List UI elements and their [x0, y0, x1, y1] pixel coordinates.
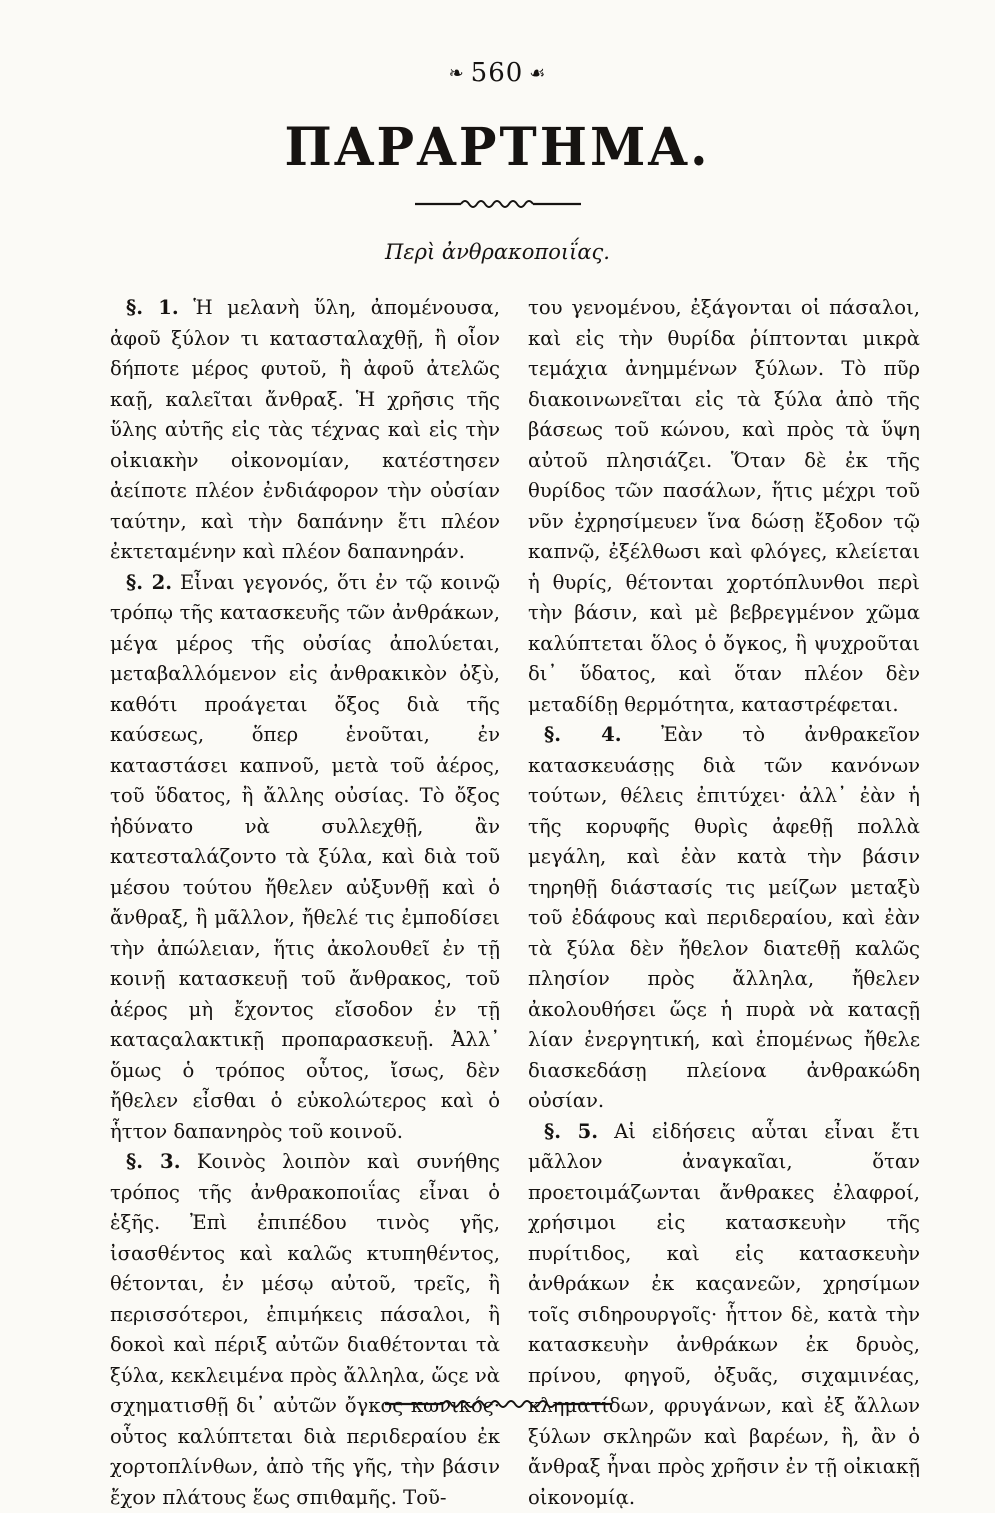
- paragraph: [528, 1117, 920, 1513]
- page-number: [0, 58, 995, 88]
- paragraph-text: Εἶναι γεγονός, ὅτι ἐν τῷ κοινῷ τρόπῳ τῆς κατασκευῆς τῶν ἀνθράκων, μέγα μέρος τῆς οὐσίας ἀπολύεται, μεταβαλλόμενον εἰς ἀνθρακικὸν ὀξὺ, καθότι προάγεται ὄξος διὰ τῆς καύσεως, ὅπερ ἑνοῦται, ἐν καταστάσει καπνοῦ, μετὰ τοῦ ἀέρος, τοῦ ὕδατος, ἢ ἄλλης οὐσίας. Τὸ ὄξος ἠδύνατο νὰ συλλεχθῇ, ἂν κατεσταλάζοντο τὰ ξύλα, καὶ διὰ τοῦ μέσου τούτου ἤθελεν αὐξυνθῇ καὶ ὁ ἄνθραξ, ἢ μᾶλλον, ἤθελέ τις ἐμποδίσει τὴν ἀπώλειαν, ἥτις ἀκολουθεῖ ἐν τῇ κοινῇ κατασκευῇ τοῦ ἄνθρακος, τοῦ ἀέρος μὴ ἔχοντος εἴσοδον ἐν τῇ καταςαλακτικῇ προπαρασκευῇ. Ἀλλ᾽ ὅμως ὁ τρόπος οὗτος, ἴσως, δὲν ἤθελεν εἶσθαι ὁ εὐκολώτερος καὶ ὁ ἧττον δαπανηρὸς τοῦ κοινοῦ.: [110, 571, 500, 1143]
- ornamental-rule-icon: [383, 1397, 613, 1411]
- section-number: §. 1.: [126, 296, 179, 319]
- title-ornamental-rule: [0, 196, 995, 215]
- paragraph: [528, 293, 920, 720]
- paragraph-text: Ἐὰν τὸ ἀνθρακεῖον κατασκευάσῃς διὰ τῶν κανόνων τούτων, θέλεις ἐπιτύχει· ἀλλ᾽ ἐὰν ἡ τῆς κορυφῆς θυρὶς ἀφεθῇ πολλὰ μεγάλη, καὶ ἐὰν κατὰ τὴν βάσιν τηρηθῇ διάστασίς τις μείζων μεταξὺ τοῦ ἐδάφους καὶ περιδεραίου, καὶ ἐὰν τὰ ξύλα δὲν ἤθελον διατεθῇ καλῶς πλησίον πρὸς ἄλληλα, ἤθελεν ἀκολουθήσει ὥςε ἡ πυρὰ νὰ καταςῇ λίαν ἐνεργητική, καὶ ἐπομένως ἤθελε διασκεδάσῃ πλείονα ἀνθρακώδη οὐσίαν.: [528, 723, 920, 1112]
- paragraph: [110, 293, 500, 568]
- paragraph-text: Ἡ μελανὴ ὕλη, ἀπομένουσα, ἀφοῦ ξύλον τι κατασταλαχθῇ, ἢ οἷον δήποτε μέρος φυτοῦ, ἢ ἀφοῦ ἀτελῶς καῇ, καλεῖται ἄνθραξ. Ἡ χρῆσις τῆς ὕλης αὐτῆς εἰς τὰς τέχνας καὶ εἰς τὴν οἰκιακὴν οἰκονομίαν, κατέστησεν ἀείποτε πλέον ἐνδιάφορον τὴν οὐσίαν ταύτην, καὶ τὴν δαπάνην ἔτι πλέον ἐκτεταμένην καὶ πλέον δαπανηράν.: [110, 296, 500, 563]
- paragraph: [110, 568, 500, 1148]
- paragraph: [110, 1147, 500, 1513]
- section-number: §. 5.: [544, 1120, 598, 1143]
- left-ornament-icon: ❧: [449, 63, 465, 84]
- section-number: §. 4.: [544, 723, 622, 746]
- paragraph-text: Αἱ εἰδήσεις αὗται εἶναι ἔτι μᾶλλον ἀναγκαῖαι, ὅταν προετοιμάζωνται ἄνθρακες ἐλαφροί, χρήσιμοι εἰς κατασκευὴν τῆς πυρίτιδος, καὶ εἰς κατασκευὴν ἀνθράκων ἐκ καςανεῶν, χρησίμων τοῖς σιδηρουργοῖς· ἧττον δὲ, κατὰ τὴν κατασκευὴν ἀνθράκων ἐκ δρυὸς, πρίνου, φηγοῦ, ὀξυᾶς, σιχαμινέας, κληματίδων, φρυγάνων, καὶ ἐξ ἄλλων ξύλων σκληρῶν καὶ βαρέων, ἢ, ἂν ὁ ἄνθραξ ἦναι πρὸς χρῆσιν ἐν τῇ οἰκιακῇ οἰκονομίᾳ.: [528, 1120, 920, 1509]
- paragraph: [528, 720, 920, 1117]
- section-number: §. 2.: [126, 571, 172, 594]
- end-ornamental-rule: [0, 1396, 995, 1415]
- page-title: ΠΑΡΑΡΤΗΜΑ.: [0, 121, 995, 174]
- left-column: [110, 293, 500, 1513]
- ornamental-rule-icon: [413, 197, 583, 211]
- section-subtitle: Περὶ ἀνθρακοποιΐας.: [0, 240, 995, 264]
- paragraph-text: του γενομένου, ἐξάγονται οἱ πάσαλοι, καὶ εἰς τὴν θυρίδα ῥίπτονται μικρὰ τεμάχια ἀνημμένων ξύλων. Τὸ πῦρ διακοινωνεῖται εἰς τὰ ξύλα ἀπὸ τῆς βάσεως τοῦ κώνου, καὶ πρὸς τὰ ὕψη αὐτοῦ πλησιάζει. Ὅταν δὲ ἐκ τῆς θυρίδος τῶν πασάλων, ἥτις μέχρι τοῦ νῦν ἐχρησίμευεν ἵνα δώσῃ ἔξοδον τῷ καπνῷ, ἐξέλθωσι καὶ φλόγες, κλείεται ἡ θυρίς, θέτονται χορτόπλυνθοι περὶ τὴν βάσιν, καὶ μὲ βεβρεγμένον χῶμα καλύπτεται ὅλος ὁ ὄγκος, ἢ ψυχροῦται δι᾽ ὕδατος, καὶ ὅταν πλέον δὲν μεταδίδῃ θερμότητα, καταστρέφεται.: [528, 296, 920, 716]
- page-number-text: 560: [471, 58, 524, 88]
- paragraph-text: Κοινὸς λοιπὸν καὶ συνήθης τρόπος τῆς ἀνθρακοποιΐας εἶναι ὁ ἑξῆς. Ἐπὶ ἐπιπέδου τινὸς γῆς, ἰσασθέντος καὶ καλῶς κτυπηθέντος, θέτονται, ἐν μέσῳ αὐτοῦ, τρεῖς, ἢ περισσότεροι, ἐπιμήκεις πάσαλοι, ἢ δοκοὶ καὶ πέριξ αὐτῶν διαθέτονται τὰ ξύλα, κεκλειμένα πρὸς ἄλληλα, ὥςε νὰ σχηματισθῇ δι᾽ αὐτῶν ὄγκος κωνικός· οὗτος καλύπτεται διὰ περιδεραίου ἐκ χορτοπλίνθων, ἀπὸ τῆς γῆς, τὴν βάσιν ἔχον πλάτους ἕως σπιθαμῆς. Τοῦ-: [110, 1150, 500, 1509]
- section-number: §. 3.: [126, 1150, 181, 1173]
- right-ornament-icon: ☙: [529, 63, 546, 84]
- right-column: [528, 293, 920, 1513]
